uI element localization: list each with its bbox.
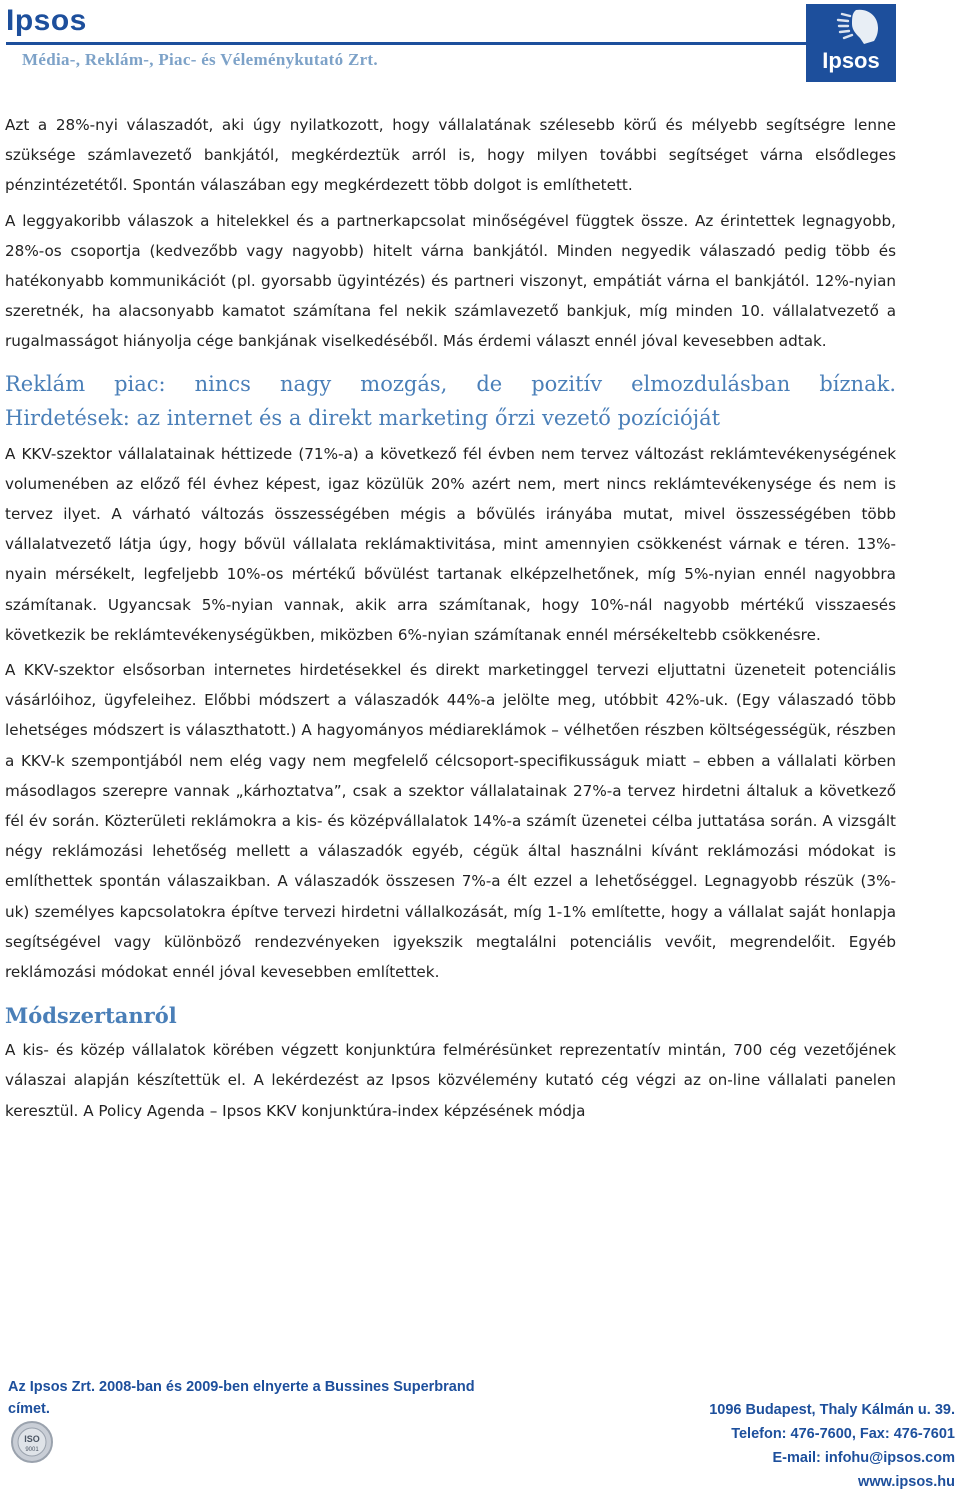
address: 1096 Budapest, Thaly Kálmán u. 39. (709, 1402, 955, 1418)
award-line-2: címet. (8, 1401, 50, 1417)
paragraph-bank-help: Azt a 28%-nyi válaszadót, aki úgy nyilatkozott, hogy vállalatának szélesebb körű és mélyebb segítségre lenne szüksége számlavezető bankjától, megkérdeztük arról is, hogy milyen további segítséget várna elsődleges pénzintézetétől. Spontán válaszában egy megkérdezett több dolgot is említhetett. (5, 116, 896, 195)
header-rule (6, 42, 806, 45)
iso-certification-icon (10, 1420, 54, 1464)
section-subheading-ads: Hirdetések: az internet és a direkt marketing őrzi vezető pozícióját (5, 405, 721, 430)
logo-text: Ipsos (822, 48, 880, 73)
email-link[interactable]: E-mail: infohu@ipsos.com (772, 1450, 955, 1466)
brand-tagline: Média-, Reklám-, Piac- és Véleménykutató Zrt. (22, 50, 378, 69)
brand-name: Ipsos (6, 4, 87, 37)
phone-fax: Telefon: 476-7600, Fax: 476-7601 (731, 1426, 955, 1442)
award-line-1: Az Ipsos Zrt. 2008-ban és 2009-ben elnyerte a Bussines Superbrand (8, 1379, 475, 1395)
section-heading-advertising-market: Reklám piac: nincs nagy mozgás, de pozitív elmozdulásban bíznak. (5, 371, 896, 396)
iso-label: ISO (24, 1434, 40, 1444)
paragraph-ad-channels: A KKV-szektor elsősorban internetes hirdetésekkel és direkt marketinggel tervezi eljuttatni üzeneteit potenciális vásárlóihoz, ügyfeleihez. Előbbi módszert a válaszadók 44%-a jelölte meg, utóbbit 42%-uk. (Egy válaszadó több lehetséges módszert is választhatott.) A hagyományos médiareklámok – vélhetően részben költségességük, részben a KKV-k szempontjából nem elég vagy nem megfelelő célcsoport-specifikusságuk miatt – ebben a vállalati körben másodlagos szerepre vannak „kárhoztatva”, csak a szektor vállalatainak 27%-a tervez hirdetni általuk a következő fél év során. Közterületi reklámokra a kis- és középvállalatok 14%-a számít üzenetei célba juttatása során. A vizsgált négy reklámozási lehetőség mellett a válaszadók egyéb, cégük által használni kívánt reklámozási módokat is említhettek spontán válaszaikban. A válaszadók összesen 7%-a élt ezzel a lehetőséggel. Legnagyobb részük (3%-uk) személyes kapcsolatokra építve tervezi hirdetni vállalkozását, míg 1-1% említette, hogy a vállalat saját honlapja segítségével vagy különböző rendezvényeken igyekszik megtalálni potenciális vevőit, megrendelőit. Egyéb reklámozási módokat ennél jóval kevesebben említettek. (5, 661, 896, 982)
paragraph-ad-volume: A KKV-szektor vállalatainak héttizede (71%-a) a következő fél évben nem tervez változást reklámtevékenységének volumenében az előző fél évhez képest, igaz közülük 20% azért nem, mert nincs reklámtevékenysége és nem is tervez ilyet. A várható változás összességében mégis a bővülés irányába mutat, mivel összességében több vállalatvezető látja úgy, hogy bővül vállalata reklámaktivitása, mint amennyien csökkenést várnak e téren. 13%-nyain mérsékelt, legfeljebb 10%-os mértékű bővülést tartanak elképzelhetőnek, míg 5%-nyian ennél nagyobbra számítanak. Ugyancsak 5%-nyian vannak, akik arra számítanak, hogy 10%-nál nagyobb mértékű visszaesés következik be reklámtevékenységükben, miközben 6%-nyian számítanak ennél mérsékeltebb csökkenésre. (5, 444, 896, 644)
award-note (8, 1376, 528, 1420)
paragraph-methodology: A kis- és közép vállalatok körében végzett konjunktúra felmérésünket reprezentatív mintán, 700 cég vezetőjének válaszai alapján készítettük el. A lekérdezést az Ipsos közvélemény kutató cég végzi az on-line vállalati panelen keresztül. A Policy Agenda – Ipsos KKV konjunktúra-index képzésének módja (5, 1041, 896, 1120)
paragraph-common-answers: A leggyakoribb válaszok a hitelekkel és a partnerkapcsolat minőségével függtek össze. Az érintettek legnagyobb, 28%-os csoportja (kedvezőbb vagy nagyobb) hitelt várna bankjától. Minden negyedik válaszadó pedig több és hatékonyabb kommunikációt (pl. gyorsabb ügyintézés) és partneri viszonyt, empátiát várna el bankjától. 12%-nyian szeretnék, ha alacsonyabb kamatot számítana fel nekik számlavezető bankjuk, míg minden 10. vállalatvezető a rugalmasságot hiányolja cége bankjának viselkedéséből. Más érdemi választ ennél jóval kevesebben adtak. (5, 211, 896, 351)
section-heading-methodology: Módszertanról (5, 1003, 177, 1029)
website-link[interactable]: www.ipsos.hu (858, 1474, 955, 1490)
ipsos-logo (806, 4, 896, 82)
page-header (0, 0, 960, 92)
document-body (5, 110, 896, 1131)
page-footer (0, 1372, 960, 1499)
contact-block (709, 1398, 955, 1494)
iso-number: 9001 (25, 1447, 39, 1453)
